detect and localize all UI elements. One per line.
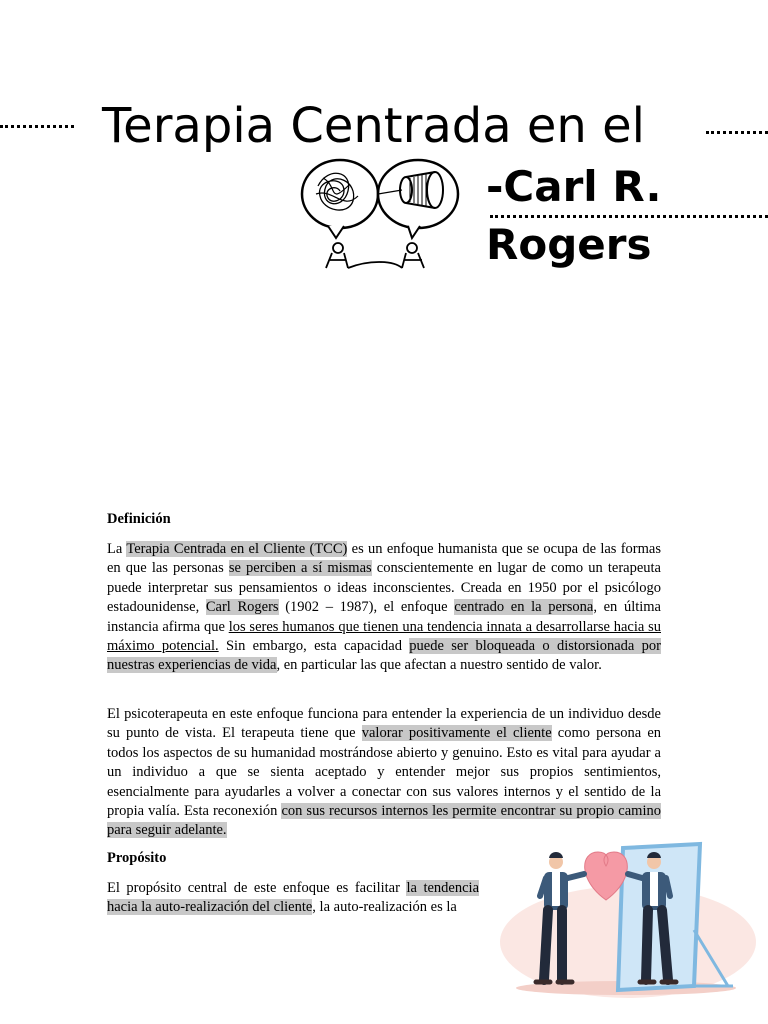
text-run: , en última instancia afirma que [107, 599, 661, 635]
right-dotted-rule [706, 131, 768, 134]
text-run: , en particular las que afectan a nuestro sentido de valor. [276, 657, 602, 674]
left-dotted-rule [0, 125, 74, 128]
highlighted-text: la tendencia hacia la auto-realización del cliente [107, 880, 479, 916]
illustration-thought-bubbles [298, 156, 464, 272]
text-run: Sin embargo, esta capacidad [218, 638, 410, 655]
author-line-2: Rogers [486, 220, 652, 269]
text-run: (1902 – 1987), el enfoque [278, 599, 455, 616]
section-heading-definicion: Definición [107, 511, 171, 527]
paragraph-proposito-1 [107, 879, 479, 918]
text-run: como persona en todos los aspectos de su humanidad mostrándose abierto y genuino. Esto es vital para ayudar a un individuo a que se sienta aceptado y entender mejor sus propios sentimientos, esencialmente para ayudarles a volver a conectar con sus valores internos y el sentido de la propia valía. Esta reconexión [107, 725, 662, 820]
paragraph-definicion-1 [107, 540, 661, 676]
highlighted-text: puede ser bloqueada o distorsionada por nuestras experiencias de vida [107, 638, 662, 674]
highlighted-text: valorar positivamente el cliente [361, 725, 552, 742]
section-heading-proposito: Propósito [107, 850, 167, 866]
text-run: El psicoterapeuta en este enfoque funciona para entender la experiencia de un individuo desde su punto de vista. El terapeuta tiene que [107, 706, 661, 742]
highlighted-text: Carl Rogers [205, 599, 279, 616]
author-line-1: -Carl R. [486, 162, 662, 211]
paragraph-definicion-2 [107, 705, 661, 841]
illustration-mirror-self-love [488, 830, 758, 1000]
author-dotted-rule [490, 215, 768, 218]
highlighted-text: Terapia Centrada en el Cliente (TCC) [126, 541, 348, 557]
highlighted-text: con sus recursos internos les permite encontrar su propio camino para seguir adelante. [107, 803, 661, 839]
text-run: La [107, 541, 127, 557]
text-run: , la auto-realización es la [312, 899, 457, 916]
page-title: Terapia Centrada en el [102, 98, 645, 154]
text-run: es un enfoque humanista que se ocupa de las formas en que las personas [107, 541, 661, 577]
highlighted-text: se perciben a sí mismas [228, 560, 372, 577]
text-run: conscientemente en lugar de como un terapeuta puede interpretar sus pensamientos o ideas inconscientes. Creada en 1950 por el psicólogo estadounidense, [107, 560, 661, 616]
text-run: El propósito central de este enfoque es facilitar [107, 880, 407, 896]
highlighted-text: centrado en la persona [454, 599, 594, 616]
underlined-text: los seres humanos que tienen una tendencia innata a desarrollarse hacia su máximo potencial. [107, 618, 661, 655]
